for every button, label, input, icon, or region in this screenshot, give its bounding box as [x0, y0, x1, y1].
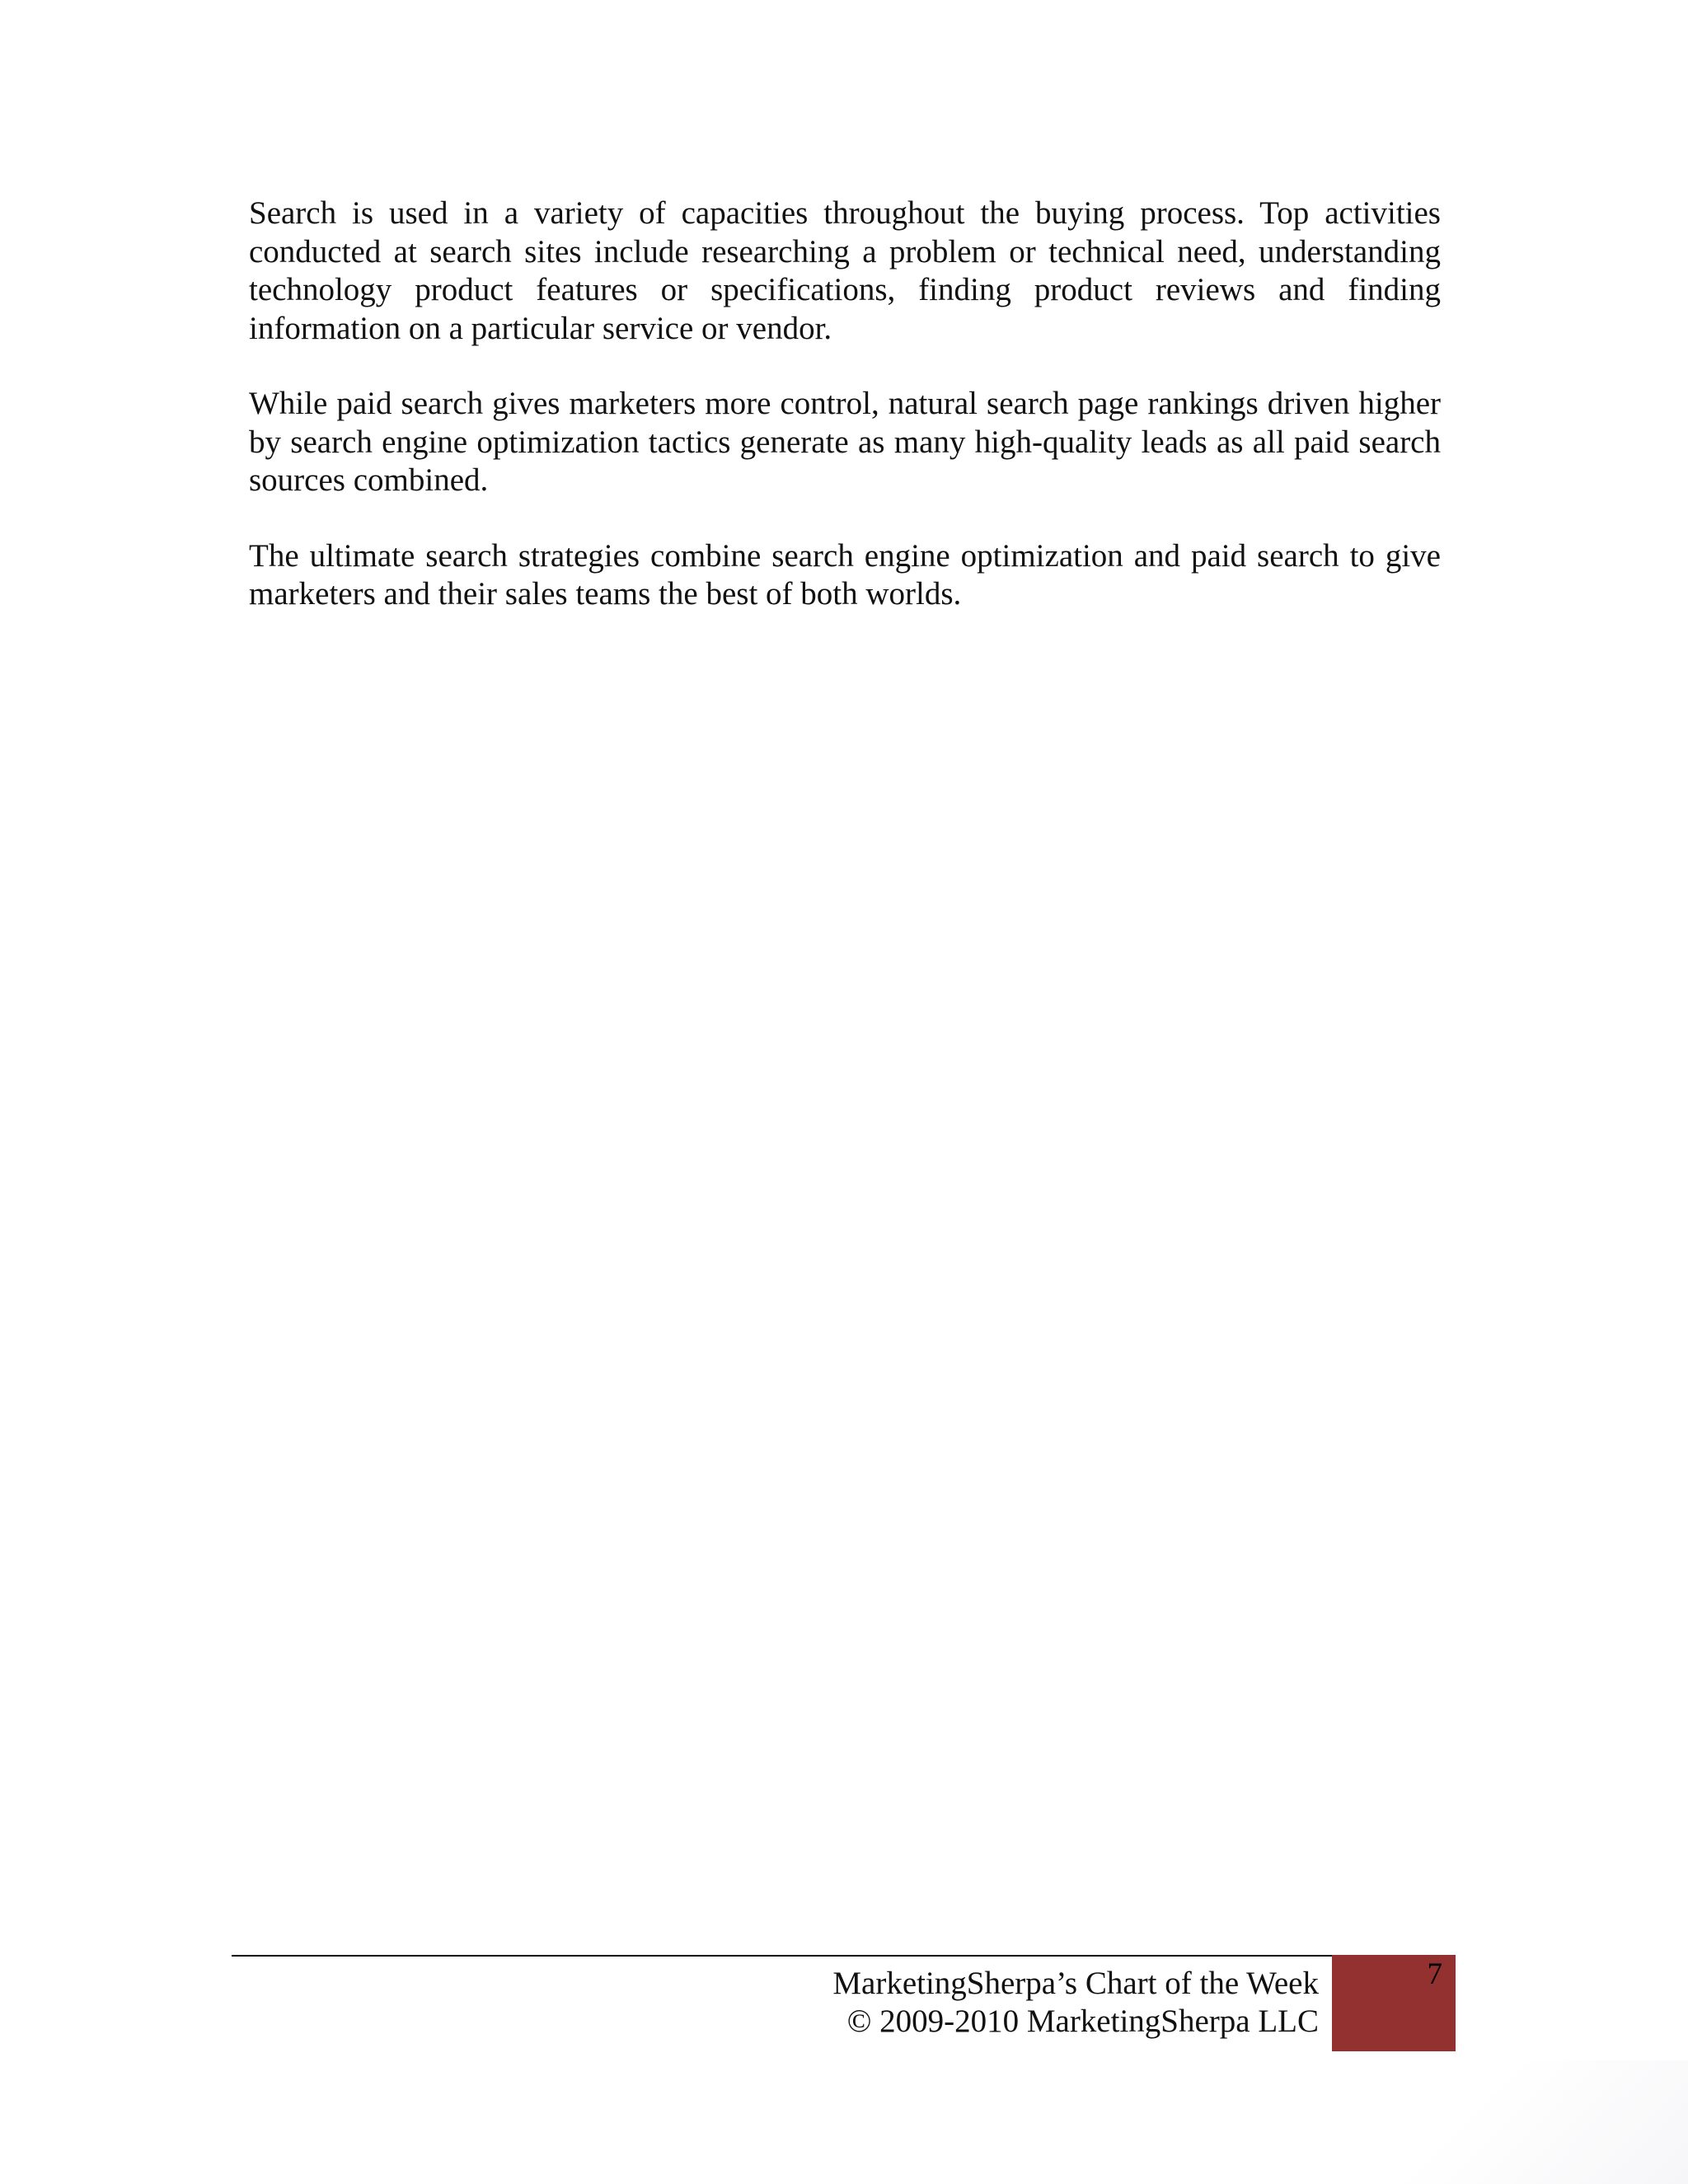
- paragraph-ultimate-strategy: The ultimate search strategies combine search engine optimization and paid search to give marketers and their sales teams the best of both worlds.: [249, 537, 1441, 612]
- page-number: 7: [1427, 1957, 1442, 1991]
- footer-copyright: © 2009-2010 MarketingSherpa LLC: [846, 2004, 1319, 2039]
- footer-publication: MarketingSherpa’s Chart of the Week: [832, 1966, 1319, 2001]
- paragraph-search-usage: Search is used in a variety of capacities throughout the buying process. Top activities conducted at search sites include researching a problem or technical need, understanding technology product features or specifications, finding product reviews and finding information on a particular service or vendor.: [249, 195, 1441, 346]
- body-text: [249, 194, 1441, 651]
- page-corner-shading: [1319, 2060, 1688, 2184]
- page-number-box: [1332, 1955, 1456, 2051]
- paragraph-paid-vs-natural: While paid search gives marketers more control, natural search page rankings driven higher by search engine optimization tactics generate as many high-quality leads as all paid search sources combined.: [249, 386, 1441, 498]
- footer-divider: [232, 1955, 1332, 1957]
- footer-credits: [742, 1965, 1319, 2041]
